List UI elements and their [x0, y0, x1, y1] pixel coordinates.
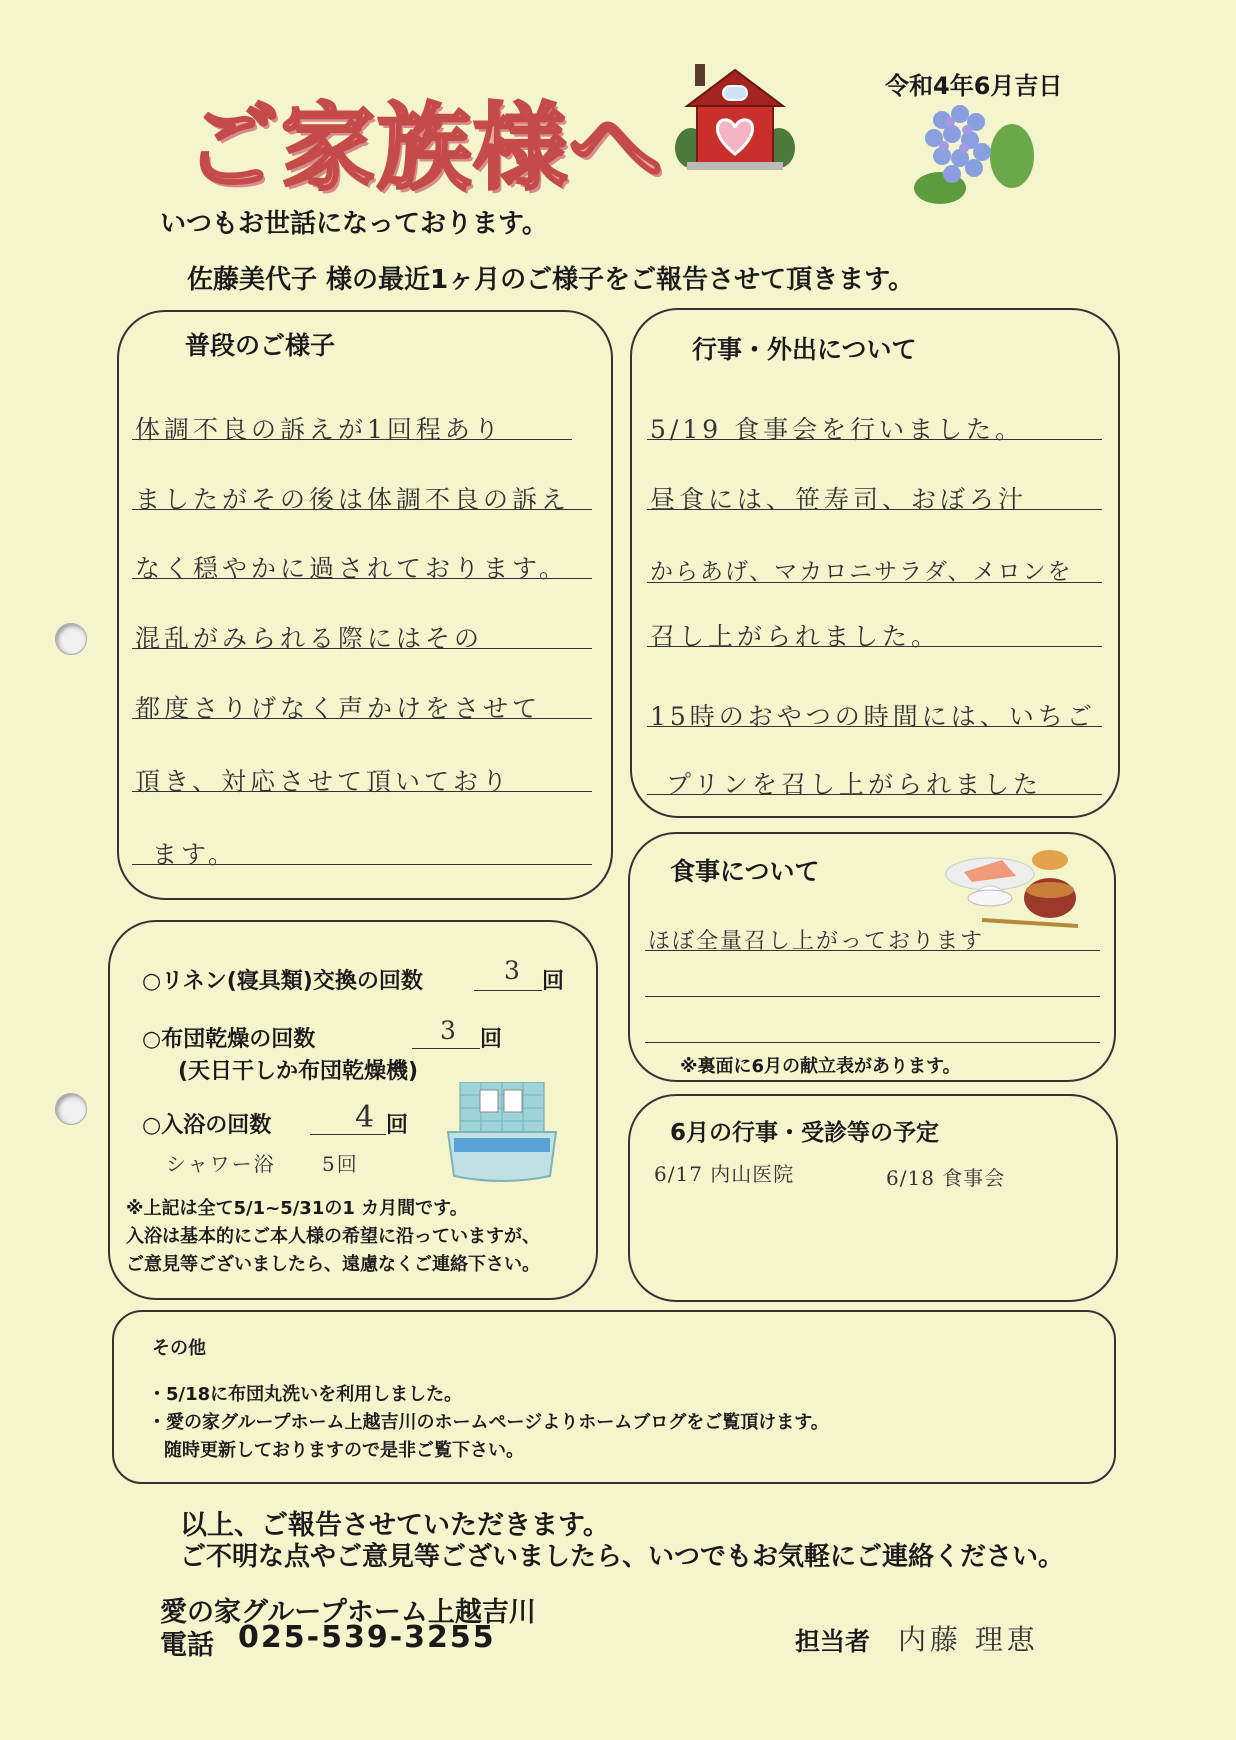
meals-title: 食事について — [670, 857, 820, 886]
meals-box — [628, 832, 1116, 1082]
daily-line: ましたがその後は体調不良の訴え — [135, 485, 571, 514]
bathtub-icon — [446, 1082, 558, 1186]
page-title: ご家族様へ — [185, 94, 666, 203]
schedule-title: 6月の行事・受診等の予定 — [670, 1120, 940, 1146]
other-line: ・5/18に布団丸洗いを利用しました。 — [148, 1384, 463, 1405]
futon-count-label: ○布団乾燥の回数 — [142, 1027, 316, 1052]
issue-date: 令和4年6月吉日 — [885, 72, 1063, 100]
punch-hole — [55, 1093, 87, 1125]
linen-count-label: ○リネン(寝具類)交換の回数 — [142, 969, 423, 994]
events-line: からあげ、マカロニサラダ、メロンを — [650, 559, 1073, 585]
counts-note-1: ※上記は全て5/1~5/31の1 カ月間です。 — [126, 1198, 468, 1219]
other-line: ・愛の家グループホーム上越吉川のホームページよりホームブログをご覧頂けます。 — [148, 1412, 829, 1433]
daily-line: 体調不良の訴えが1回程あり — [135, 415, 503, 444]
futon-count-value: 3 — [440, 1016, 460, 1045]
daily-line: 頂き、対応させて頂いており — [135, 767, 512, 796]
phone-label: 電話 — [160, 1630, 214, 1661]
daily-line: 都度さりげなく声かけをさせて — [135, 694, 542, 723]
daily-status-box — [117, 310, 613, 900]
meals-note: ※裏面に6月の献立表があります。 — [680, 1056, 961, 1077]
closing-line: 以上、ご報告させていただきます。 — [180, 1510, 610, 1541]
counts-note-2: 入浴は基本的にご本人様の希望に沿っていますが、 — [126, 1226, 540, 1247]
shower-value: 5回 — [322, 1152, 359, 1176]
linen-count-unit: 回 — [542, 969, 565, 994]
house-icon — [675, 62, 795, 174]
futon-count-unit: 回 — [480, 1027, 503, 1052]
bath-count-label: ○入浴の回数 — [142, 1113, 272, 1138]
events-box — [630, 308, 1120, 818]
punch-hole — [55, 623, 87, 655]
schedule-box — [628, 1094, 1118, 1302]
daily-line: ます。 — [152, 840, 238, 869]
daily-status-title: 普段のご様子 — [185, 331, 336, 360]
hydrangea-icon — [912, 102, 1037, 210]
events-line: 15時のおやつの時間には、いちご — [650, 702, 1096, 731]
schedule-item: 6/17 内山医院 — [654, 1162, 795, 1186]
futon-sub-label: (天日干しか布団乾燥機) — [178, 1059, 419, 1084]
events-title: 行事・外出について — [692, 335, 917, 364]
bath-count-value: 4 — [355, 1100, 379, 1135]
meal-icon — [942, 846, 1082, 932]
meals-line: ほぼ全量召し上がっております — [648, 929, 985, 954]
phone-number: 025-539-3255 — [238, 1620, 496, 1655]
linen-count-value: 3 — [504, 956, 524, 985]
report-intro: 佐藤美代子 様の最近1ヶ月のご様子をご報告させて頂きます。 — [187, 265, 915, 295]
counts-note-3: ご意見等ございましたら、遠慮なくご連絡下さい。 — [126, 1254, 540, 1275]
schedule-item: 6/18 食事会 — [886, 1166, 1006, 1190]
events-line: 昼食には、笹寿司、おぼろ汁 — [650, 485, 1028, 514]
counts-box — [108, 920, 598, 1300]
shower-label: シャワー浴 — [166, 1152, 276, 1176]
events-line: 5/19 食事会を行いました。 — [650, 415, 1025, 444]
greeting: いつもお世話になっております。 — [160, 209, 548, 239]
bath-count-unit: 回 — [386, 1113, 409, 1138]
closing-line: ご不明な点やご意見等ございましたら、いつでもお気軽にご連絡ください。 — [180, 1542, 1065, 1572]
other-line: 随時更新しておりますので是非ご覧下さい。 — [164, 1440, 524, 1461]
events-line: 召し上がられました。 — [650, 622, 941, 651]
staff-name: 内藤 理恵 — [898, 1623, 1039, 1656]
staff-label: 担当者 — [795, 1627, 871, 1656]
facility-name: 愛の家グループホーム上越吉川 — [160, 1597, 536, 1628]
other-title: その他 — [152, 1338, 206, 1359]
events-line: プリンを召し上がられました — [666, 770, 1043, 799]
daily-line: なく穏やかに過されております。 — [135, 554, 569, 583]
other-box — [112, 1310, 1116, 1484]
daily-line: 混乱がみられる際にはその — [135, 624, 484, 653]
